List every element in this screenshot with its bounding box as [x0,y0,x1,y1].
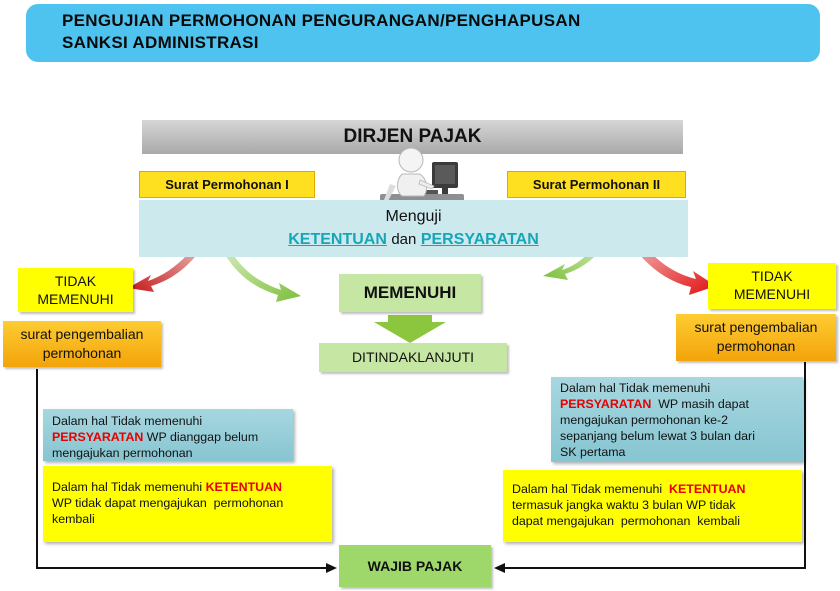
note-line-1 [512,481,796,497]
dan-label: dan [391,231,417,248]
kembali-line-2: permohonan [716,338,796,354]
note-line-2-rest: WP dianggap belum [143,430,259,444]
note-line-4: sepanjang belum lewat 3 bulan dari [560,429,755,443]
menguji-box [139,200,688,257]
tidak-label: TIDAK [54,273,97,289]
left-return-arrowhead [326,563,337,573]
down-arrow [374,315,446,343]
note-line-2 [560,396,797,412]
menguji-label: Menguji [385,208,442,225]
person-at-computer-icon [372,140,472,206]
memenuhi-box: MEMENUHI [339,274,481,312]
surat-pengembalian-left [3,321,161,367]
kembali-line-1: surat pengembalian [694,319,818,335]
note-line-1 [52,479,326,495]
ketentuan-keyword: KETENTUAN [669,482,746,496]
title-line-2: SANKSI ADMINISTRASI [62,33,259,52]
note-left-persyaratan [43,409,293,461]
persyaratan-keyword: PERSYARATAN [52,430,144,444]
note-right-persyaratan [551,377,803,462]
right-return-arrowhead [494,563,505,573]
ketentuan-keyword: KETENTUAN [205,480,282,494]
tidak-label: TIDAK [751,268,793,284]
note-line-3: dapat mengajukan permohonan kembali [512,514,740,528]
note-left-ketentuan [43,466,332,542]
note-line-3: mengajukan permohonan [52,446,193,460]
surat-permohonan-2: Surat Permohonan II [507,171,686,198]
surat-permohonan-1: Surat Permohonan I [139,171,315,198]
note-line-2: termasuk jangka waktu 3 bulan WP tidak [512,498,736,512]
note-line-2-rest: WP masih dapat [651,397,749,411]
note-line-1-pre: Dalam hal Tidak memenuhi [52,480,206,494]
note-line-2: WP tidak dapat mengajukan permohonan [52,496,284,510]
ketentuan-keyword: KETENTUAN [288,231,387,248]
note-line-1-pre: Dalam hal Tidak memenuhi [512,482,670,496]
note-line-2 [52,429,287,445]
menguji-criteria [139,231,688,249]
persyaratan-keyword: PERSYARATAN [420,231,539,248]
persyaratan-keyword: PERSYARATAN [560,397,652,411]
tidak-memenuhi-right [708,263,836,309]
note-line-1: Dalam hal Tidak memenuhi [560,381,711,395]
note-line-5: SK pertama [560,445,626,459]
dirjen-pajak-bar: DIRJEN PAJAK [142,120,683,154]
note-line-3: mengajukan permohonan ke-2 [560,413,729,427]
ditindaklanjuti-box: DITINDAKLANJUTI [319,343,507,372]
kembali-line-1: surat pengembalian [20,326,144,342]
note-line-3: kembali [52,512,95,526]
memenuhi-label: MEMENUHI [37,291,114,307]
wajib-pajak-box: WAJIB PAJAK [339,545,491,587]
surat-pengembalian-right [676,314,836,361]
note-right-ketentuan [503,470,802,542]
title-line-1: PENGUJIAN PERMOHONAN PENGURANGAN/PENGHAPUSAN [62,11,581,30]
memenuhi-label: MEMENUHI [733,286,811,302]
kembali-line-2: permohonan [42,345,122,361]
tidak-memenuhi-left [18,268,133,312]
note-line-1: Dalam hal Tidak memenuhi [52,414,203,428]
